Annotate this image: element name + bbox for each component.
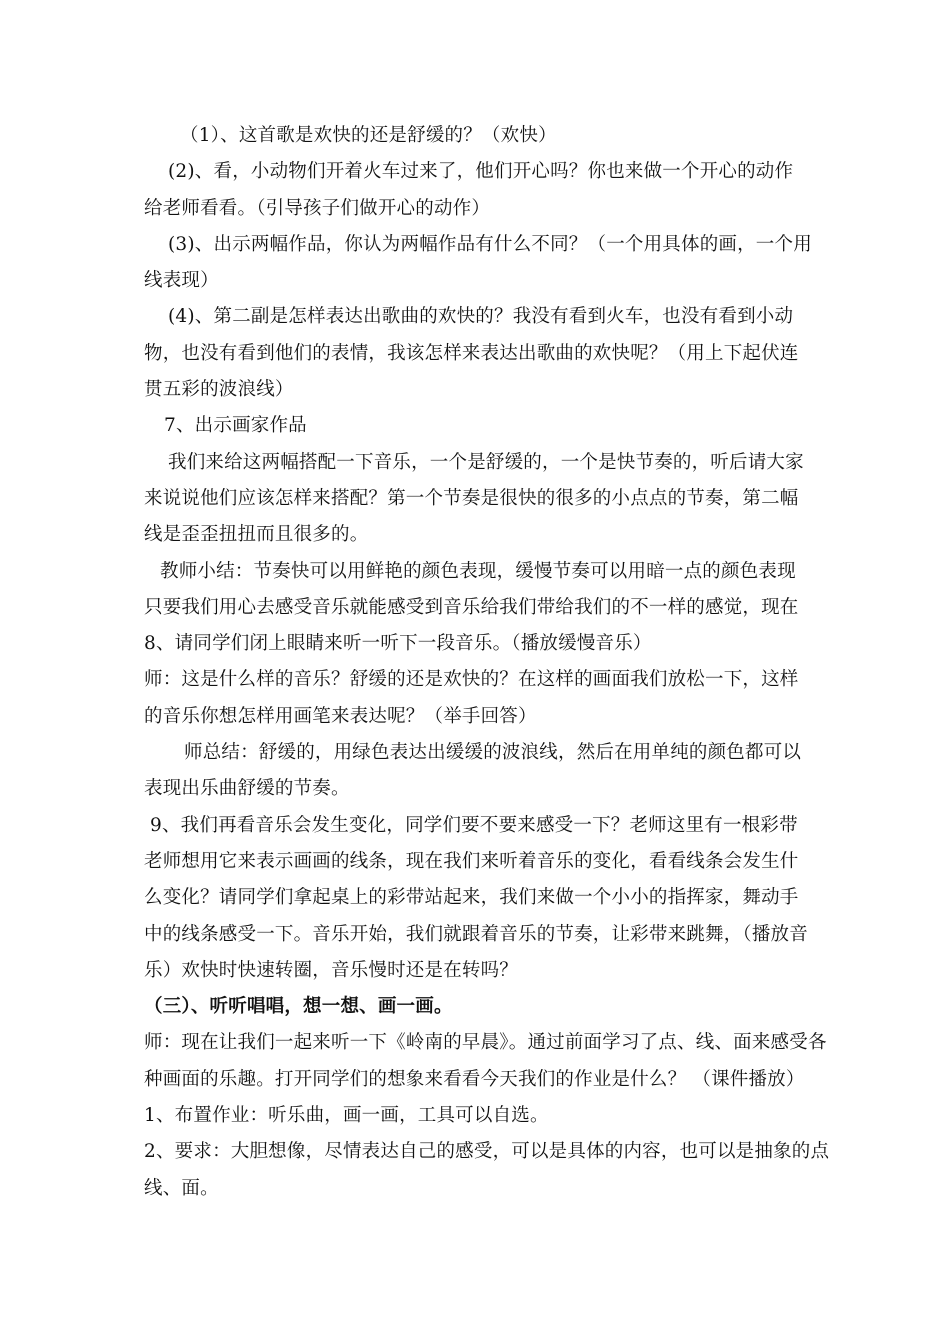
step-9-line: 9、我们再看音乐会发生变化，同学们要不要来感受一下？老师这里有一根彩带 [150,814,798,836]
teacher-conclusion-continued-line: 表现出乐曲舒缓的节奏。 [144,778,350,800]
requirement-line: 2、要求：大胆想像，尽情表达自己的感受，可以是具体的内容，也可以是抽象的点 [144,1141,830,1163]
section-3-heading: （三）、听听唱唱，想一想、画一画。 [144,996,453,1018]
requirement-continued-line: 线、面。 [144,1177,219,1199]
step-7-paragraph-end-line: 线是歪歪扭扭而且很多的。 [144,524,369,546]
step-7-paragraph-line: 我们来给这两幅搭配一下音乐，一个是舒缓的，一个是快节奏的，听后请大家 [168,451,804,473]
question-1-line: （1）、这首歌是欢快的还是舒缓的？（欢快） [180,125,557,146]
section-3-paragraph-continued-line: 种画面的乐趣。打开同学们的想象来看看今天我们的作业是什么？ （课件播放） [144,1068,805,1090]
question-4-continued-line: 物，也没有看到他们的表情，我该怎样来表达出歌曲的欢快呢？（用上下起伏连 [144,342,799,364]
step-9-continued-line-3: 中的线条感受一下。音乐开始，我们就跟着音乐的节奏，让彩带来跳舞，（播放音 [144,923,808,945]
document-body [144,118,830,1207]
teacher-question-line: 师：这是什么样的音乐？舒缓的还是欢快的？在这样的画面我们放松一下，这样 [144,669,799,691]
step-7-paragraph-continued-line: 来说说他们应该怎样来搭配？第一个节奏是很快的很多的小点点的节奏，第二幅 [144,487,799,509]
question-2-line: (2)、看，小动物们开着火车过来了，他们开心吗？你也来做一个开心的动作 [168,161,794,183]
step-9-continued-line-1: 老师想用它来表示画画的线条，现在我们来听着音乐的变化，看看线条会发生什 [144,850,799,872]
teacher-question-continued-line: 的音乐你想怎样用画笔来表达呢？（举手回答） [144,705,537,727]
step-9-end-line: 乐）欢快时快速转圈，音乐慢时还是在转吗？ [144,959,519,981]
question-2-continued-line: 给老师看看。（引导孩子们做开心的动作） [144,197,491,219]
teacher-summary-line: 教师小结：节奏快可以用鲜艳的颜色表现，缓慢节奏可以用暗一点的颜色表现 [160,560,796,582]
assignment-line: 1、布置作业：听乐曲，画一画，工具可以自选。 [144,1105,549,1127]
step-8-line: 8、请同学们闭上眼睛来听一听下一段音乐。（播放缓慢音乐） [144,633,652,655]
question-4-end-line: 贯五彩的波浪线） [144,379,294,401]
question-3-line: (3)、出示两幅作品，你认为两幅作品有什么不同？（一个用具体的画，一个用 [168,233,812,255]
question-4-line: (4)、第二副是怎样表达出歌曲的欢快的？我没有看到火车，也没有看到小动 [168,306,794,328]
question-3-continued-line: 线表现） [144,270,219,292]
section-3-paragraph-line: 师：现在让我们一起来听一下《岭南的早晨》。通过前面学习了点、线、面来感受各 [144,1032,827,1054]
teacher-conclusion-line: 师总结：舒缓的，用绿色表达出缓缓的波浪线，然后在用单纯的颜色都可以 [184,742,802,764]
step-9-continued-line-2: 么变化？请同学们拿起桌上的彩带站起来，我们来做一个小小的指挥家，舞动手 [144,887,799,909]
step-7-heading: 7、出示画家作品 [164,415,307,437]
teacher-summary-continued-line: 只要我们用心去感受音乐就能感受到音乐给我们带给我们的不一样的感觉，现在 [144,596,799,618]
